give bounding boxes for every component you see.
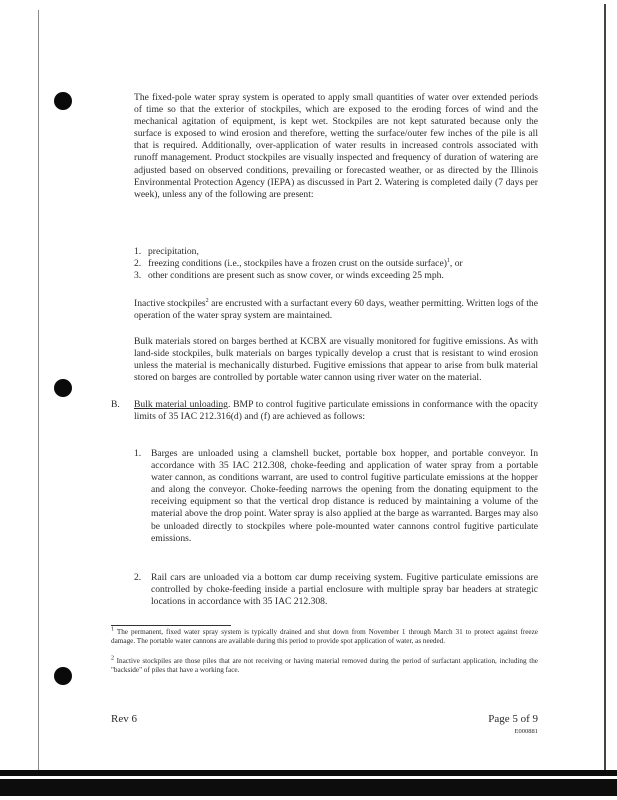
- footnote-ref: 2: [205, 297, 209, 304]
- scan-edge-line: [38, 10, 39, 780]
- section-text: . BMP to control fugitive particulate emissions in conformance with the opacity limits of 35 IAC 212.316(d) and (f) are achieved as follows:: [134, 399, 538, 423]
- punch-hole-icon: [54, 379, 72, 397]
- paragraph-inactive-stockpiles: [134, 298, 538, 322]
- item-number: 1.: [134, 448, 142, 459]
- list-item: [134, 246, 538, 258]
- list-text: other conditions are present such as snow cover, or winds exceeding 25 mph.: [148, 270, 444, 282]
- footnote-divider: [111, 625, 231, 626]
- list-item: [134, 448, 538, 545]
- footnote: [111, 628, 538, 646]
- revision-label: Rev 6: [111, 713, 137, 725]
- list-item: [134, 270, 538, 282]
- paragraph-barges: Bulk materials stored on barges berthed at KCBX are visually monitored for fugitive emissions. As with land-side stockpiles, bulk materials on barges typically develop a crust that is resistant to wind erosion unless the material is mechanically disturbed. Fugitive emissions that appear to arise from bulk material stored on barges are controlled by portable water cannon using river water on the material.: [134, 336, 538, 384]
- item-text: Barges are unloaded using a clamshell bucket, portable box hopper, and portable conveyor. In accordance with 35 IAC 212.308, choke-feeding and application of water spray from a portable water cannon, as conditions warrant, are used to control fugitive particulate emissions at the hopper and along the conveyor. Choke-feeding narrows the opening from the donating equipment to the receiving equipment so that the vertical drop distance is reduced by maintaining a volume of the material above the drop point. Water spray is also applied at the barge as warranted. Barges may also be unloaded directly to stockpiles where pole-mounted water cannons control fugitive particulate emissions.: [151, 448, 538, 544]
- item-number: 2.: [134, 572, 142, 583]
- footnote-text: The permanent, fixed water spray system is typically drained and shut down from November 1 through March 31 to protect against freeze damage. The portable water cannons are available during this period to provide spot application of water, as needed.: [111, 628, 538, 646]
- list-number: 1.: [134, 246, 142, 257]
- punch-hole-icon: [54, 92, 72, 110]
- list-text: precipitation,: [148, 246, 199, 257]
- list-item: [134, 258, 538, 270]
- footnote-number: 2: [111, 655, 114, 662]
- paragraph-text: Inactive stockpiles: [134, 298, 206, 309]
- list-number: 2.: [134, 258, 142, 270]
- bates-number: E000881: [514, 728, 538, 735]
- footnote: [111, 657, 538, 675]
- list-number: 3.: [134, 270, 142, 282]
- section-b: [111, 399, 538, 423]
- paragraph-water-spray: The fixed-pole water spray system is operated to apply small quantities of water over extended periods of time so that the exterior of stockpiles, which are exposed to the eroding forces of wind and the mechanical agitation of equipment, is kept wet. Stockpiles are not kept saturated because only the surface is exposed to wind erosion and therefore, wetting the surface/outer few inches of the pile is all that is required. Additionally, over-application of water results in increased controls associated with runoff management. Product stockpiles are visually inspected and frequency of duration of watering are adjusted based on observed conditions, prevailing or forecasted weather, or as directed by the Illinois Environmental Protection Agency (IEPA) as discussed in Part 2. Watering is completed daily (7 days per week), unless any of the following are present:: [134, 92, 538, 200]
- section-label: B.: [111, 399, 120, 410]
- footnote-text: Inactive stockpiles are those piles that are not receiving or having material removed during the period of surfactant application, including the "backside" of piles that have a working face.: [111, 657, 538, 675]
- scan-bottom-bar: [0, 770, 617, 796]
- footnote-number: 1: [111, 626, 114, 633]
- punch-hole-icon: [54, 667, 72, 685]
- list-item: [134, 572, 538, 608]
- list-text-tail: , or: [449, 258, 463, 270]
- paragraph-text: are encrusted with a surfactant every 60 days, weather permitting. Written logs of the operation of the water spray system are maintained.: [134, 298, 538, 322]
- scan-edge-right: [604, 4, 606, 794]
- page-number: Page 5 of 9: [488, 713, 538, 725]
- section-title: Bulk material unloading: [134, 399, 228, 410]
- conditions-list: [134, 246, 538, 282]
- item-text: Rail cars are unloaded via a bottom car dump receiving system. Fugitive particulate emissions are controlled by choke-feeding inside a partial enclosure with multiple spray bar headers at strategic locations in accordance with 35 IAC 212.308.: [151, 572, 538, 608]
- footnote-ref: 1: [446, 257, 450, 264]
- list-text: freezing conditions (i.e., stockpiles have a frozen crust on the outside surface): [148, 258, 447, 270]
